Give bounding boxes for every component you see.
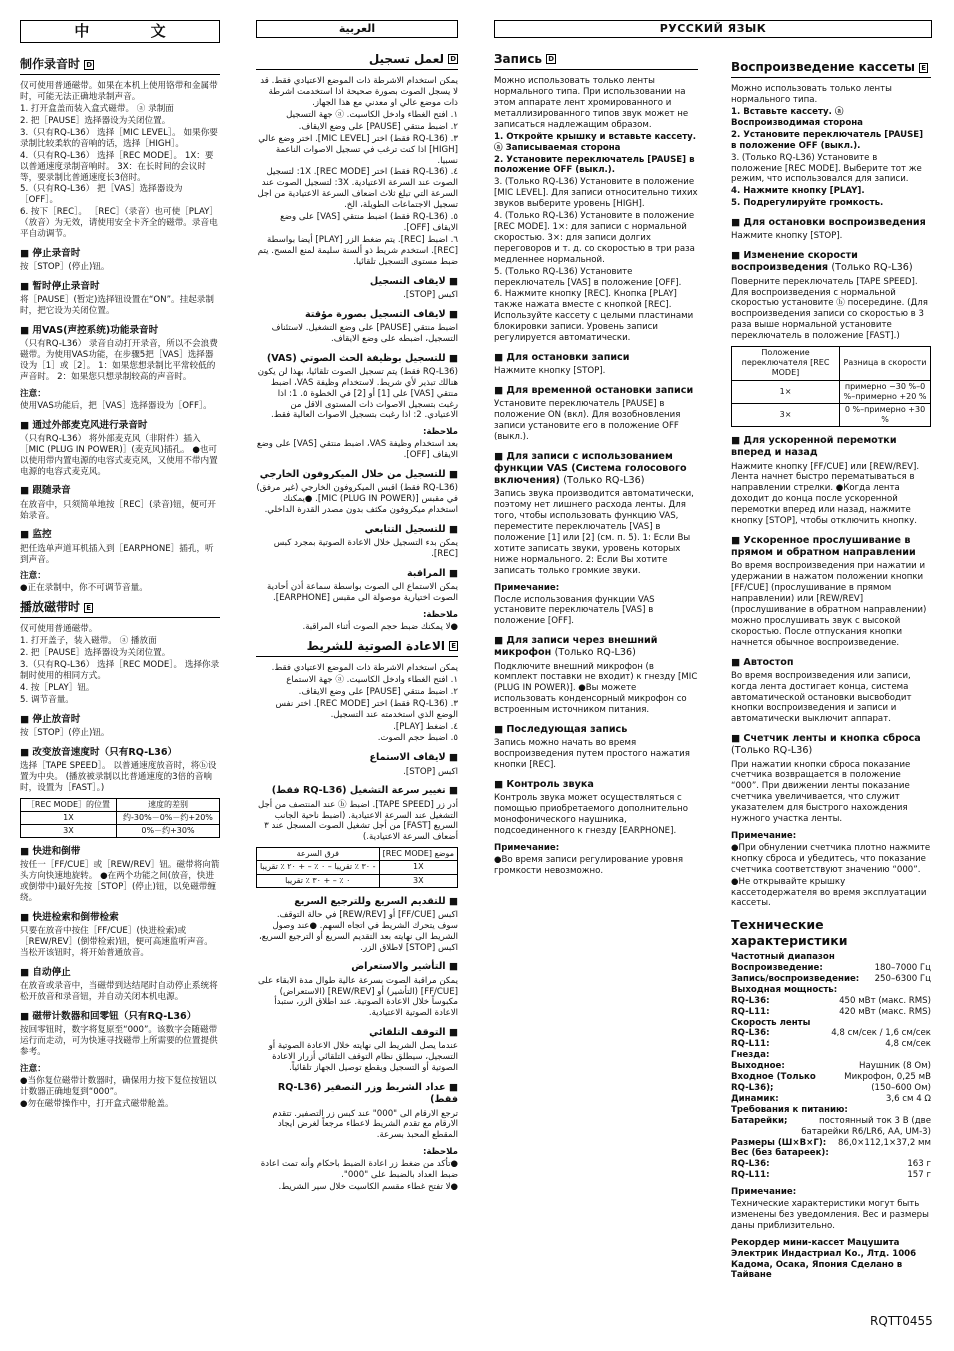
play-step-zh: 3.（只有RQ-L36） 选择［REC MODE］。 选择你录制时使用的相同方式。 [20, 660, 220, 682]
language-title-arabic: العربية [256, 20, 458, 38]
spec-label: Батарейки; [731, 1115, 788, 1126]
auto-stop-heading: ■ Автостоп [731, 657, 931, 669]
rec-step-ru: 6. Нажмите кнопку [REC]. Кнопка [PLAY] также нажата вместе с кнопкой [REC]. Используйте кассету с целыми пластинами блокировки записи. Уровень записи регулируется автоматически. [494, 289, 694, 344]
stop-recording-heading: ■ 停止录音时 [20, 248, 220, 260]
play-step-ar: ١. افتح الغطاء وادخل الكاسيت. ⓐ جهة الاستماع [286, 674, 458, 685]
ext-mic-title: Для записи через внешний микрофон [494, 635, 658, 659]
follow-rec-heading: ■ 跟随录音 [20, 485, 220, 497]
rec-step-zh: 4.（只有RQ-L36） 选择［REC MODE］。 1X：要以普通速度录制音响时。 3X：在长时间的会议时等，要录制比普通速度长3倍时。 [20, 150, 214, 183]
note-text: ●当你复位磁带计数器时，确保用力按下复位按钮以计数器正确地复到“000”。 [20, 1075, 217, 1097]
section-text: يمكن مراقبة الصوت بسرعة عالية طوال مدة الابقاء على [FF/CUE] (التأشير) أو [REW/REV] (الاستعراض) مكبوساً خلال الاعادة الصوتية. عند اطلاق الزر، ستبدأ الاعادة الصوتية الاعتيادية. [258, 975, 458, 1019]
note-text: ●Не открывайте крышку кассетодержателя во время эксплуатации кассеты. [731, 876, 927, 909]
table-header: Разница в скорости [840, 347, 931, 380]
section-text: (RQ-L36 فقط) اقبس الميكروفون الخارجي (غير مرفق) في مقبس [MIC (PLUG IN POWER)]. ●يمكنك استخدام ميكروفون مكثف بدون مصدر القدرة الداخلي. [256, 483, 458, 516]
table-header: فرق السرعة [257, 848, 380, 861]
play-step-zh: 5. 调节音量。 [20, 694, 74, 705]
spec-row [731, 1094, 931, 1105]
playback-title-text: Воспроизведение кассеты [731, 60, 916, 74]
table-cell: 3X [21, 825, 117, 838]
note-text: 使用VAS功能后，把［VAS］选择器设为［OFF］。 [20, 400, 212, 411]
note-label: ملاحظة: [422, 609, 458, 620]
speed-table-ar [256, 847, 458, 887]
spec-value: 180–7000 Гц [874, 963, 931, 974]
section-text: Подключите внешний микрофон (в комплект поставки не входит) к гнезду [MIC (PLUG IN POWER)]. ●Вы можете использовать конденсорный микрофон со встроенным источником питания. [494, 661, 698, 716]
recording-intro-ar: يمكن استخدام الاشرطة ذات الموضع الاعتيادي فقط. قد لا يسجل الصوت بصورة صحيحة اذا استخدمت اشرطة ذات موضع عالي او معدني مع هذا الجهاز. [260, 76, 458, 109]
spec-label: Запись/воспроизведение: [731, 973, 860, 984]
spec-row [731, 1061, 931, 1072]
rec-step-ru: 4. (Только RQ-L36) Установите в положение [REC MODE]. 1×: для записи с нормальной скоростью. 3×: для записи долгих переговоров и т. д. со скоростью в три раза медленнее нормальной. [494, 211, 695, 265]
playback-heading-zh [20, 600, 220, 618]
recording-intro-ru: Можно использовать только ленты нормального типа. При использовании на этом аппарате лент хромированного и металлизированного типов звук может не записаться надлежащим образом. [494, 76, 689, 130]
counter-heading: ■ 磁带计数器和回零钮（只有RQ-L36） [20, 1011, 220, 1023]
spec-row [731, 1138, 931, 1149]
section-text: اكبس [STOP]. [403, 289, 458, 300]
monitor-heading: ■ المراقبة [256, 568, 458, 580]
spec-label: Воспроизведение: [731, 963, 823, 974]
play-step-zh: 2. 把［PAUSE］选择器设为关闭位置。 [20, 648, 171, 659]
note-text: بعد استخدام وظيفة VAS، اضبط منتقي [VAS] على وضع الايقاف [OFF]. [256, 439, 458, 461]
speed-heading: ■ 改变放音速度时（只有RQ-L36） [20, 747, 220, 759]
specifications-heading: Технические характеристики [731, 917, 848, 949]
section-text: يمكن الاستماع الى الصوت بواسطة سماعة أذن أحادية الصوت اختيارية موصولة الى مقبس [EARPHONE]. [267, 582, 458, 604]
section-text: Установите переключатель [PAUSE] в положение ON (вкл). Для возобновления записи установите его в положение OFF (выкл.). [494, 399, 681, 442]
chinese-column [20, 20, 220, 1110]
cue-review-heading: ■ Ускоренное прослушивание в прямом и обратном направлении [731, 535, 931, 559]
spec-value: 420 мВт (макс. RMS) [839, 1006, 931, 1017]
section-text: 在放音或录音中，当磁带到达结尾时自动停止系统将松开放音和录音钮，并自动关闭本机电源。 [20, 981, 218, 1002]
section-badge-e: E [86, 603, 91, 612]
play-step-zh: 4. 按［PLAY］钮。 [20, 682, 95, 693]
follow-rec-heading: ■ للتسجيل التتابعي [256, 524, 458, 536]
spec-label: Гнезда: [731, 1050, 770, 1061]
section-badge-d: D [548, 55, 555, 64]
rec-step-zh: 6. 按下［REC］。 ［REC］（录音）也可使［PLAY］（放音）为无效，请使用安全卡齐全的磁带。录音电平自动调节。 [20, 207, 218, 240]
section-text: （只有RQ-L36） 将外部麦克风（非附件）插入［MIC (PLUG IN POWER)］(麦克风)插孔。 ●也可以使用带内置电源的电容式麦克风，又使用不带内置电源的电容式麦克风。 [20, 433, 218, 477]
play-step-ru: 5. Подрегулируйте громкость. [731, 198, 884, 209]
table-cell: примерно −30 %–0 %–примерно +20 % [840, 380, 931, 403]
section-text: Во время воспроизведения или записи, когда лента достигает конца, система автоматической остановки высвободит кнопки воспроизведения и записи и автоматически выключит аппарат. [731, 670, 912, 725]
section-text: 按［STOP］(停止)钮。 [20, 727, 110, 738]
spec-row [731, 1050, 931, 1061]
section-text: يمكن بدء التسجيل خلال الاعادة الصوتية بمجرد كبس [REC]. [273, 538, 458, 560]
table-row [257, 861, 458, 874]
spec-row [731, 1105, 931, 1116]
spec-value: 4,8 см/сек [885, 1039, 931, 1050]
note-text: ●لا تفتح غطاء مقسم الكاسيت خلال سير الشريط. [278, 1181, 458, 1192]
auto-stop-heading: ■ التوقف التلقائي [256, 1027, 458, 1039]
section-text: 按任一［FF/CUE］或［REW/REV］钮。磁带将向箭头方向快速地旋转。 ●在两个功能之间(放音，快进或倒带中)最好先按［STOP］(停止)钮，以免磁带缠绕。 [20, 860, 220, 904]
table-header: موضع [REC MODE] [379, 848, 457, 861]
spec-value: постоянный ток 3 В (две батарейки R6/LR6, AA, UM-3) [801, 1115, 931, 1137]
recording-heading-ar [256, 52, 458, 70]
spec-value: 157 г [907, 1170, 931, 1181]
spec-label: Динамик: [731, 1093, 779, 1104]
playback-heading-ru [731, 60, 931, 78]
counter-title: Счетчик ленты и кнопка сброса [743, 733, 921, 745]
section-text: Контроль звука может осуществляться с помощью приобретаемого дополнительно монофонического наушника, подсоединенного к гнезду [EARPHONE]. [494, 793, 689, 836]
ext-mic-heading: ■ 通过外部麦克风进行录音时 [20, 420, 220, 432]
section-text: 选择［TAPE SPEED］。 以普通速度放音时，将ⓑ设置为中央。 (播放被录制以比普通速度的3倍的音响时，设置为［FAST］。) [20, 761, 217, 793]
section-text: ترجع الارقام الى "000" عند كبس زر التصفير. تتقدم الارقام مع تقدم الشريط لاعطاء مرجعاً لغرض ايجاد المقطع المحبذ بسرعة. [272, 1108, 458, 1141]
spec-label: Скорость ленты [731, 1017, 811, 1028]
playback-intro-zh: 仅可使用普通磁带。 [20, 624, 98, 635]
play-step-ru: 3. (Только RQ-L36) Установите в положение [REC MODE]. Выберите тот же режим, что использовался для записи. [731, 152, 922, 185]
note-text: ●При обнулении счетчика плотно нажмите кнопку сброса и убедитесь, что показание счетчика соответствуют значению “000”. [731, 842, 931, 875]
counter-heading: ■ عداد الشريط وزر التصفير (RQ-L36 فقط) [256, 1082, 458, 1106]
manufacturer-info: Рекордер мини-кассет Мацушита Электрик Индастриал Ко., Лтд. 1006 Кадома, Осака, Япония Сделано в Тайване [731, 1237, 917, 1281]
note-text: ●تأكد من ضغط زر اعادة الضبط باحكام وأنه تمت اعادة ضبط العداد بالضبط على "000". [260, 1159, 458, 1181]
table-row [732, 380, 931, 403]
note-label: 注意： [20, 388, 46, 399]
arabic-column [256, 20, 458, 1194]
rec-step-ru: 1. Откройте крышку и вставьте кассету. ⓐ Записываемая сторона [494, 131, 697, 153]
section-text: При нажатии кнопки сброса показание счетчика возвращается в положение “000”. При движении ленты показание счетчика увеличивается, что служит указателем для быстрого нахождения нужного участка ленты. [731, 759, 911, 825]
note-label: Примечание: [494, 582, 560, 593]
note-label: Примечание: [494, 842, 560, 853]
table-cell: 0%－约+30% [116, 825, 219, 838]
spec-label: RQ-L11: [731, 1170, 770, 1181]
spec-value: 250–6300 Гц [874, 973, 931, 984]
playback-title-text: 播放磁带时 [20, 600, 81, 615]
recording-title-text: 制作录音时 [20, 57, 81, 72]
playback-heading-ar [256, 639, 458, 657]
play-step-ar: ٣. (RQ-L36 فقط) اختر [REC MODE]. اختر نفس الوضع الذي استخدمته عند التسجيل. [275, 698, 458, 720]
ff-rew-heading: ■ للتقديم السريع وللترجيع السريع [256, 896, 458, 908]
rec-step-ru: 5. (Только RQ-L36) Установите переключатель [VAS] в положение [OFF]. [494, 266, 682, 288]
recording-heading-zh [20, 57, 220, 75]
spec-label: Входное (Только RQ-L36); [731, 1072, 816, 1093]
spec-label: RQ-L11: [731, 1039, 770, 1050]
model-number: RQTT0455 [870, 1314, 933, 1328]
spec-label: RQ-L36: [731, 1159, 770, 1170]
spec-row [731, 1072, 931, 1094]
spec-label: Выходная мощность: [731, 984, 838, 995]
rec-step-ar: ٦. اضبط [REC]. يتم ضغط الزر [PLAY] أيضا بواسطة [REC]. استخدم شريط ذو ألسنة سليمة لمنع المسح. يتم ضبط مستوى التسجيل تلقائيا. [257, 234, 458, 267]
spec-row [731, 952, 931, 963]
section-badge-e: E [451, 642, 456, 651]
spec-value: 450 мВт (макс. RMS) [839, 995, 931, 1006]
spec-row [731, 1148, 931, 1159]
section-text: اضبط منتقي [PAUSE] على وضع التشغيل. لاستئناف التسجيل، اضبطه على وضع الايقاف. [271, 322, 458, 344]
spec-label: Частотный диапазон [731, 952, 835, 963]
cue-review-heading: ■ 快进检索和倒带检索 [20, 912, 220, 924]
speed-title: Изменение скорости воспроизведения [731, 250, 858, 274]
section-text: Во время воспроизведения при нажатии и удержании в нажатом положении кнопки [FF/CUE] (прослушивание в прямом направлении) или [REW/REV] (прослушивание в обратном направлении) можно прослушивать звук с высокой скоростью. После отпускания кнопки начнется обычное воспроизведение. [731, 561, 927, 648]
spec-label: Требования к питанию: [731, 1104, 848, 1115]
spec-row [731, 1039, 931, 1050]
note-text: ●勿在磁带操作中，打开盒式磁带舱盖。 [20, 1098, 174, 1109]
spec-label: Размеры (Ш×В×Г): [731, 1137, 827, 1148]
section-text: اكبس [FF/CUE] أو [REW/REV] في حالة التوقف. سوف يتحرك الشريط في اتجاه السهم. ●عند وصول الشريط الى نهايته بعد التقديم السريع أو الترجيع السريع، اكبس [STOP] لاطلاق الزر. [258, 909, 458, 953]
table-cell: 约-30%－0%－约+20% [116, 811, 219, 824]
table-row [21, 825, 220, 838]
recording-heading-ru [494, 52, 698, 70]
spec-label: RQ-L36: [731, 1028, 770, 1039]
section-text: 按回零钮时，数字将复原至“000”。该数字会随磁带运行而走动，可为快速寻找磁带上所需要的位置提供参考。 [20, 1025, 218, 1057]
pause-recording-heading: ■ لايقاف التسجيل بصورة مؤقتة [256, 309, 458, 321]
spec-row [731, 1007, 931, 1018]
spec-label: RQ-L11: [731, 1006, 770, 1017]
spec-value: 86,0×112,1×37,2 мм [838, 1137, 931, 1148]
monitor-heading: ■ Контроль звука [494, 779, 698, 791]
recording-title-text: لعمل تسجيل [368, 51, 444, 66]
table-cell: 0 %–примерно +30 % [840, 403, 931, 426]
section-text: Поверните переключатель [TAPE SPEED]. Для воспроизведения с нормальной скоростью установите ⓑ посередине. (Для воспроизведения записи со скоростью в 3 раза выше нормальной установите переключатель в положение [FAST].) [731, 276, 928, 342]
note-text: После использования функции VAS установите переключатель [VAS] в положение [OFF]. [494, 594, 655, 627]
ff-rew-heading: ■ Для ускоренной перемотки вперед и назад [731, 435, 931, 459]
model-note: (Только RQ-L36) [831, 262, 913, 274]
table-header: 速度的差别 [116, 798, 219, 811]
russian-column-1 [494, 20, 767, 878]
speed-heading [731, 250, 931, 274]
section-text: 按［STOP］(停止)钮。 [20, 262, 110, 273]
rec-step-zh: 3.（只有RQ-L36） 选择［MIC LEVEL］。 如果你要录制比较柔软的音响的话，选择［HIGH］。 [20, 127, 218, 149]
section-text: （只有RQ-L36） 录音自动打开录音，所以不会浪费磁带。为使用VAS功能，在步骤5把［VAS］选择器设为［1］或［2］。 1：如果您想录制比平常较低的声音时。 2：如果您只想录制较高的声音时。 [20, 339, 218, 382]
table-cell: ٠ ٪ – + ٣٠ ٪ تقريبا [257, 874, 380, 887]
table-row [257, 874, 458, 887]
specifications-list [731, 952, 931, 1181]
title-spacer [731, 20, 931, 54]
rec-step-ar: ٥. (RQ-L36 فقط) اضبط منتقي [VAS] على وضع الايقاف [OFF]. [280, 212, 458, 233]
play-step-ar: ٢. اضبط منتقي [PAUSE] على وضع الايقاف. [298, 686, 458, 697]
section-text: عندما يصل الشريط الى نهايته خلال الاعادة الصوتية أو التسجيل، سيطلق نظام التوقف التلقائي أزرار الاعادة الصوتية أو التسجيل ويقطع توصيل الجهاز تلقائياً. [268, 1041, 458, 1074]
table-cell: 3X [379, 874, 457, 887]
rec-step-zh: 2. 把［PAUSE］选择器设为关闭位置。 [20, 116, 171, 126]
vas-heading [494, 451, 698, 488]
note-text: ●لا يمكنك ضبط حجم الصوت أثناء المراقبة. [302, 621, 458, 632]
table-cell: 1X [379, 861, 457, 874]
section-text: (RQ-L36 فقط) يتم تسجيل الصوت تلقائيا، بهذا لن يكون هنالك تبذير لأي شريط. لاستخدام وظيفة VAS، اضبط منتقي [VAS] على [1] أو [2] في الخطوة ٥. 1: اذا رغبت بتسجيل الاصوات ذات المستوى الاقل من الاعتيادي. 2: اذا رغبت بتسجيل الاصوات العالية فقط. [257, 366, 458, 421]
stop-playback-heading: ■ Для остановки воспроизведения [731, 217, 931, 229]
playback-intro-ru: Можно использовать только ленты нормального типа. [731, 84, 892, 106]
rec-step-ru: 2. Установите переключатель [PAUSE] в положение OFF (выкл.). [494, 154, 695, 176]
spec-value: 163 г [907, 1159, 931, 1170]
spec-value: Наушник (8 Ом) [859, 1061, 931, 1072]
ff-rew-heading: ■ 快进和倒带 [20, 846, 220, 858]
speed-table-zh [20, 798, 220, 838]
table-row [732, 403, 931, 426]
table-cell: 1X [21, 811, 117, 824]
section-text: أدر زر [TAPE SPEED]. اضبط ⓑ عند المنتصف من أجل التشغيل عند السرعة الاعتيادية. (اضبط ناحية الجانب السريع [FAST] من أجل تشغيل الصوت المسجل عند ٣ أضعاف السرعة الاعتيادية.) [257, 799, 458, 843]
stop-playback-heading: ■ 停止放音时 [20, 714, 220, 726]
pause-recording-heading: ■ Для временной остановки записи [494, 385, 698, 397]
language-title-chinese: 中 文 [20, 20, 220, 43]
rec-step-ar: ٣. (RQ-L36 فقط) اختر [MIC LEVEL]. اختر وضع عالي [HIGH] اذا كنت ترغب في تسجيل الاصوات الناعمة نسبيا. [258, 133, 458, 166]
counter-heading [731, 733, 931, 757]
spec-value: 3,6 см 4 Ω [885, 1093, 931, 1104]
rec-step-zh: 5.（只有RQ-L36） 把［VAS］选择器设为［OFF］。 [20, 184, 183, 206]
spec-row [731, 1159, 931, 1170]
section-text: 将［PAUSE］(暂定)选择钮设置在“ON”。挂起录制时，把它设为关闭位置。 [20, 295, 214, 317]
table-cell: - ٣٠ ٪ تقريبا – ٠ ٪ – + ٢٠ ٪ تقريبا [257, 861, 380, 874]
note-label: 注意： [20, 1063, 46, 1074]
play-step-ru: 4. Нажмите кнопку [PLAY]. [731, 186, 865, 197]
spec-row [731, 1018, 931, 1029]
section-badge-d: D [86, 60, 93, 69]
section-text: 把任选单声道耳机插入到［EARPHONE］插孔，听到声音。 [20, 543, 214, 565]
play-step-ar: ٤. اضغط [PLAY]. [393, 721, 458, 732]
vas-heading: ■ للتسجيل بوظيفة الحث الصوتي (VAS) [256, 353, 458, 365]
language-title-russian: РУССКИЙ ЯЗЫК [494, 20, 932, 38]
section-text: Нажмите кнопку [FF/CUE] или [REW/REV]. Лента начнет быстро перематываться в направлении стрелки. ●Когда лента доходит до конца после ускоренной перемотки вперед или назад, нажмите кнопку [STOP], чтобы отключить кнопку. [731, 461, 920, 527]
section-text: Запись можно начать во время воспроизведения путем простого нажатия кнопки [REC]. [494, 738, 690, 771]
note-label: Примечание: [731, 831, 797, 842]
playback-intro-ar: يمكن استخدام الاشرطة ذات الموضع الاعتيادي فقط. [271, 663, 458, 673]
monitor-heading: ■ 监控 [20, 529, 220, 541]
section-text: اكبس [STOP]. [403, 766, 458, 777]
note-label: ملاحظة: [422, 1147, 458, 1158]
spec-row [731, 963, 931, 974]
spec-row [731, 1028, 931, 1039]
spec-row [731, 996, 931, 1007]
speed-heading: ■ تغيير سرعة التشغيل (RQ-L36 فقط) [256, 785, 458, 797]
pause-recording-heading: ■ 暂时停止录音时 [20, 281, 220, 293]
note-text: ●Во время записи регулирование уровня громкости невозможно. [494, 854, 683, 876]
vas-title: Для записи с использованием функции VAS (Система голосового включения) [494, 450, 687, 487]
table-row [21, 811, 220, 824]
rec-step-ar: ٢. اضبط منتقي [PAUSE] على وضع الايقاف. [298, 121, 458, 132]
note-text: ●正在录制中，你不可调节音量。 [20, 583, 148, 594]
model-note: (Только RQ-L36) [731, 745, 813, 757]
play-step-ru: 2. Установите переключатель [PAUSE] в положение OFF (выкл.). [731, 129, 924, 151]
table-header: ［REC MODE］的位置 [21, 798, 117, 811]
spec-label: Выходное: [731, 1061, 785, 1072]
rec-step-ru: 3. (Только RQ-L36) Установите в положение [MIC LEVEL]. Для записи относительно тихих звуков выберите уровень [HIGH]. [494, 177, 698, 210]
recording-title-text: Запись [494, 51, 543, 66]
note-label: ملاحظة: [422, 427, 458, 438]
ext-mic-heading [494, 635, 698, 659]
stop-recording-heading: ■ لايقاف التسجيل [256, 276, 458, 288]
note-text: Технические характеристики могут быть изменены без уведомления. Вес и размеры даны приблизительно. [731, 1199, 929, 1231]
spec-row [731, 1116, 931, 1138]
russian-column-2 [731, 20, 931, 1282]
section-text: 只要在放音中按住［FF/CUE］(快进检索)或［REW/REV］(倒带检索)钮，便可高速监听声音。当松开该钮时，将开始普通放音。 [20, 926, 213, 959]
model-note: (Только RQ-L36) [554, 647, 636, 659]
stop-recording-heading: ■ Для остановки записи [494, 352, 698, 364]
table-cell: 1× [732, 380, 840, 403]
section-badge-e: E [921, 63, 926, 72]
vas-heading: ■ 用VAS(声控系统)功能录音时 [20, 325, 220, 337]
note-label: Примечание: [731, 1187, 797, 1198]
spec-label: Вес (без батареек): [731, 1148, 829, 1159]
recording-intro-zh: 仅可使用普通磁带。如果在本机上使用铬带和金属带时，可能无法正确地录制声音。 [20, 81, 218, 103]
auto-stop-heading: ■ 自动停止 [20, 967, 220, 979]
cue-review-heading: ■ التأشير والاستعراض [256, 961, 458, 973]
table-header: Положение переключателя [REC MODE] [732, 347, 840, 380]
play-step-zh: 1. 打开盖子，装入磁带。 ⓐ 播放面 [20, 636, 157, 647]
spec-value: Микрофон, 0,25 мВ (150–600 Ом) [844, 1072, 931, 1093]
spec-row [731, 974, 931, 985]
rec-step-zh: 1. 打开盒盖而装入盒式磁带。 ⓐ 录制面 [20, 104, 174, 115]
table-cell: 3× [732, 403, 840, 426]
spec-label: RQ-L36: [731, 995, 770, 1006]
playback-title-text: الاعادة الصوتية للشريط [306, 638, 446, 653]
section-text: Нажмите кнопку [STOP]. [494, 366, 606, 377]
stop-playback-heading: ■ لايقاف الاستماع [256, 752, 458, 764]
model-note: (Только RQ-L36) [563, 475, 645, 487]
rec-step-ar: ١. افتح الغطاء وادخل الكاسيت. ⓐ جهة التسجيل [286, 109, 458, 120]
speed-table-ru [731, 346, 931, 427]
follow-rec-heading: ■ Последующая запись [494, 724, 698, 736]
spec-row [731, 1170, 931, 1181]
section-badge-d: D [450, 55, 456, 64]
spec-row [731, 985, 931, 996]
play-step-ru: 1. Вставьте кассету. ⓐ Воспроизводимая сторона [731, 107, 863, 128]
play-step-ar: ٥. اضبط حجم الصوت. [377, 733, 458, 744]
rec-step-ar: ٤. (RQ-L36 فقط) اختر [REC MODE]. 1X: لتسجيل الصوت عند السرعة الاعتيادية. 3X: لتسجيل الصوت عند السرعة التي تبلغ ثلاث اضعاف السرعة الاعتيادية من اجل تسجيل الاجتماعات الطويلة، الخ. [257, 167, 458, 211]
section-text: Нажмите кнопку [STOP]. [731, 231, 843, 242]
section-text: Запись звука производится автоматически, поэтому нет лишнего расхода ленты. Для того, чтобы использовать функцию VAS, переместите переключатель [VAS] в положение [1] или [2] (см. п. 5). 1: Если Вы хотите записать звуки, уровень которых ниже нормального. 2: Если Вы хотите записать только громкие звуки. [494, 489, 694, 576]
note-label: 注意： [20, 571, 46, 582]
ext-mic-heading: ■ للتسجيل من خلال الميكروفون الخارجي [256, 469, 458, 481]
spec-value: 4,8 см/сек / 1,6 см/сек [831, 1028, 931, 1039]
section-text: 在放音中，只须简单地按［REC］(录音)钮，便可开始录音。 [20, 499, 216, 521]
